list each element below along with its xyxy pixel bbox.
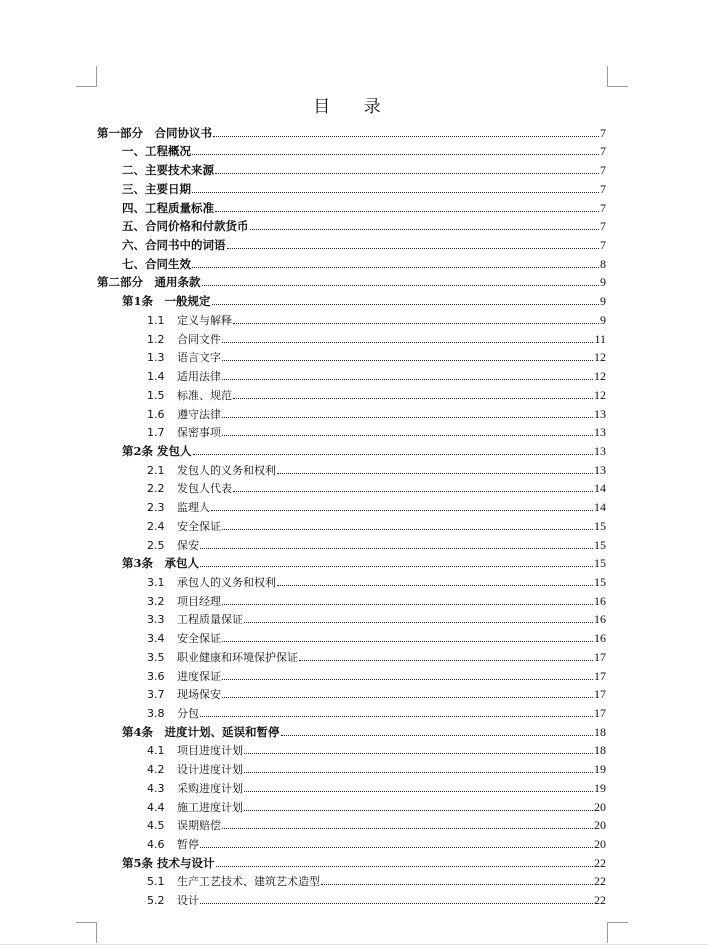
toc-entry[interactable] (97, 384, 606, 403)
toc-entry[interactable] (97, 796, 606, 815)
toc-entry[interactable] (97, 141, 606, 160)
toc-entry-number: 3.5 (147, 650, 165, 664)
toc-entry-text: 项目进度计划 (177, 744, 243, 758)
toc-dot-leader (227, 248, 600, 249)
toc-page-number: 12 (594, 387, 606, 402)
toc-dot-leader (193, 454, 593, 455)
toc-page-number: 22 (594, 874, 606, 889)
toc-entry-text: 安全保证 (177, 632, 221, 646)
toc-dot-leader (192, 192, 599, 193)
toc-page-number: 9 (600, 312, 606, 327)
toc-entry-number: 5.2 (147, 894, 165, 908)
toc-entry-label (147, 406, 221, 422)
toc-entry-text: 误期赔偿 (177, 819, 221, 833)
toc-entry-text: 设计进度计划 (177, 763, 243, 777)
toc-entry-number: 4.6 (147, 838, 165, 852)
toc-entry-label (147, 668, 221, 684)
toc-dot-leader (200, 903, 593, 904)
toc-entry-number: 2.1 (147, 463, 165, 477)
toc-page-number: 15 (594, 537, 606, 552)
toc-entry-number: 1.4 (147, 370, 165, 384)
toc-entry-text: 职业健康和环境保护保证 (177, 650, 298, 664)
toc-dot-leader (233, 398, 593, 399)
toc-dot-leader (222, 641, 593, 642)
toc-entry[interactable] (97, 122, 606, 141)
toc-entry[interactable] (97, 440, 606, 459)
toc-dot-leader (222, 417, 593, 418)
toc-entry-text: 承包人的义务和权利 (177, 575, 276, 589)
toc-entry-text: 进度保证 (177, 669, 221, 683)
toc-entry[interactable] (97, 347, 606, 366)
toc-entry[interactable] (97, 290, 606, 309)
toc-dot-leader (200, 716, 593, 717)
toc-page-number: 13 (594, 425, 606, 440)
toc-page-number: 20 (594, 837, 606, 852)
toc-entry[interactable] (97, 496, 606, 515)
toc-page-number: 14 (594, 500, 606, 515)
toc-page-number: 7 (600, 144, 606, 159)
toc-entry-number: 1.1 (147, 313, 165, 327)
toc-dot-leader (200, 548, 593, 549)
toc-page-number: 17 (594, 668, 606, 683)
toc-entry-number: 4.2 (147, 763, 165, 777)
toc-entry-label (147, 462, 276, 478)
toc-entry-text: 适用法律 (177, 370, 221, 384)
toc-entry-number: 2.4 (147, 519, 165, 533)
toc-entry-number: 4.4 (147, 800, 165, 814)
toc-page-number: 22 (594, 893, 606, 908)
toc-entry-text: 施工进度计划 (177, 800, 243, 814)
toc-entry[interactable] (97, 309, 606, 328)
toc-dot-leader (277, 585, 593, 586)
toc-entry-label: 第5条 技术与设计 (122, 855, 215, 870)
toc-dot-leader (192, 154, 599, 155)
toc-entry[interactable] (97, 197, 606, 216)
toc-page-number: 17 (594, 706, 606, 720)
toc-page-number: 14 (594, 481, 606, 496)
toc-dot-leader (244, 622, 593, 623)
toc-entry-number: 3.6 (147, 669, 165, 683)
toc-page-number: 17 (594, 649, 606, 664)
toc-page-number: 9 (600, 275, 606, 290)
toc-entry-text: 设计 (177, 894, 199, 908)
toc-entry-text: 保安 (177, 538, 199, 552)
toc-entry-label: 第1条 一般规定 (122, 294, 211, 309)
toc-page-number: 7 (600, 163, 606, 178)
toc-entry-label (147, 817, 221, 833)
toc-entry-text: 项目经理 (177, 594, 221, 608)
toc-entry-text: 发包人的义务和权利 (177, 463, 276, 477)
toc-entry-label (147, 312, 232, 328)
toc-entry-label (147, 649, 298, 665)
toc-page-number: 13 (594, 462, 606, 477)
toc-dot-leader (222, 435, 593, 436)
toc-dot-leader (222, 828, 593, 829)
toc-entry-label (147, 387, 232, 403)
toc-page-number: 18 (594, 724, 606, 739)
toc-page-number: 15 (594, 518, 606, 533)
toc-entry[interactable] (97, 515, 606, 534)
toc-entry-number: 4.3 (147, 781, 165, 795)
toc-title: 目 录 (313, 97, 395, 117)
toc-page-number: 17 (594, 687, 606, 702)
toc-entry-text: 标准、规范 (177, 388, 232, 402)
toc-page-number: 16 (594, 631, 606, 646)
toc-dot-leader (222, 360, 593, 361)
toc-dot-leader (192, 267, 599, 268)
toc-entry-text: 遵守法律 (177, 407, 221, 421)
toc-dot-leader (222, 604, 593, 605)
toc-dot-leader (222, 529, 593, 530)
toc-entry[interactable] (97, 234, 606, 253)
toc-entry-label: 七、合同生效 (122, 256, 191, 271)
toc-entry-number: 5.1 (147, 875, 165, 889)
toc-entry-label: 第二部分 通用条款 (97, 275, 201, 290)
toc-dot-leader (299, 660, 593, 661)
toc-dot-leader (222, 679, 593, 680)
toc-entry-label (147, 761, 243, 777)
toc-dot-leader (200, 566, 593, 567)
toc-dot-leader (250, 229, 600, 230)
toc-dot-leader (281, 735, 593, 736)
toc-entry-number: 1.7 (147, 426, 165, 440)
toc-entry-label (147, 349, 221, 365)
page-bottom-edge (0, 944, 708, 945)
toc-entry-text: 发包人代表 (177, 482, 232, 496)
toc-page-number: 20 (594, 818, 606, 833)
toc-entry[interactable] (97, 178, 606, 197)
toc-dot-leader (244, 810, 593, 811)
crop-mark-top-left (76, 66, 97, 87)
toc-entry-number: 2.2 (147, 482, 165, 496)
toc-page-number: 11 (594, 331, 606, 346)
toc-page-number: 20 (594, 799, 606, 814)
toc-page-number: 19 (594, 780, 606, 795)
toc-entry-label: 六、合同书中的词语 (122, 238, 226, 253)
toc-page-number: 8 (600, 256, 606, 271)
toc-entry[interactable] (97, 459, 606, 478)
toc-entry[interactable] (97, 571, 606, 590)
toc-dot-leader (233, 491, 593, 492)
toc-entry-number: 2.3 (147, 501, 165, 515)
toc-page-number: 15 (594, 556, 606, 571)
toc-page-number: 19 (594, 762, 606, 777)
toc-entry-label (147, 799, 243, 815)
toc-entry-label (147, 630, 221, 646)
toc-dot-leader (244, 772, 593, 773)
toc-page-number: 12 (594, 369, 606, 384)
toc-entry-number: 3.1 (147, 575, 165, 589)
toc-entry-label: 第3条 承包人 (122, 556, 200, 571)
toc-entry-label (147, 499, 210, 515)
toc-dot-leader (200, 847, 593, 848)
toc-dot-leader (215, 211, 599, 212)
toc-entry-text: 工程质量保证 (177, 613, 243, 627)
toc-entry[interactable] (97, 758, 606, 777)
toc-entry-label (147, 537, 199, 553)
toc-entry-number: 1.6 (147, 407, 165, 421)
toc-page-number: 22 (594, 855, 606, 870)
toc-page-number: 7 (600, 181, 606, 196)
toc-entry[interactable] (97, 534, 606, 553)
toc-dot-leader (222, 342, 593, 343)
toc-entry-label (147, 593, 221, 609)
toc-entry-label (147, 705, 199, 721)
toc-entry[interactable] (97, 365, 606, 384)
toc-entry[interactable] (97, 553, 606, 572)
toc-entry[interactable] (97, 627, 606, 646)
toc-entry[interactable] (97, 684, 606, 703)
toc-dot-leader (277, 473, 593, 474)
toc-entry-number: 3.8 (147, 707, 165, 720)
toc-entry-number: 1.2 (147, 332, 165, 346)
toc-entry-number: 4.1 (147, 744, 165, 758)
toc-entry-label (147, 742, 243, 758)
toc-page-number: 16 (594, 593, 606, 608)
toc-page-number: 18 (594, 743, 606, 758)
toc-entry-text: 采购进度计划 (177, 781, 243, 795)
toc-entry-label (147, 368, 221, 384)
toc-entry[interactable] (97, 740, 606, 759)
toc-entry-label (147, 574, 276, 590)
toc-entry-label: 四、工程质量标准 (122, 200, 214, 215)
toc-entry-label (147, 892, 199, 908)
crop-mark-bottom-right (607, 922, 628, 943)
toc-entry-number: 2.5 (147, 538, 165, 552)
toc-entry-number: 4.5 (147, 819, 165, 833)
toc-entry-text: 保密事项 (177, 426, 221, 440)
toc-page-number: 7 (600, 125, 606, 140)
toc-entry-label: 第4条 进度计划、延误和暂停 (122, 724, 280, 739)
crop-mark-bottom-left (76, 922, 97, 943)
toc-entry[interactable] (97, 328, 606, 347)
toc-dot-leader (215, 173, 599, 174)
toc-entry-number: 3.7 (147, 688, 165, 702)
toc-dot-leader (211, 510, 593, 511)
toc-entry[interactable] (97, 253, 606, 272)
toc-entry-label (147, 780, 243, 796)
toc-dot-leader (321, 884, 593, 885)
toc-entry-label (147, 611, 243, 627)
toc-entry[interactable] (97, 777, 606, 796)
toc-entry-number: 3.3 (147, 613, 165, 627)
toc-entry-text: 定义与解释 (177, 313, 232, 327)
toc-entry-label (147, 331, 221, 347)
toc-entry-text: 分包 (177, 707, 199, 720)
toc-entry-label: 三、主要日期 (122, 181, 191, 196)
toc-page-number: 7 (600, 200, 606, 215)
toc-entry[interactable] (97, 216, 606, 235)
toc-dot-leader (244, 753, 593, 754)
toc-entry-text: 生产工艺技术、建筑艺术造型 (177, 875, 320, 889)
toc-entry-number: 1.3 (147, 351, 165, 365)
toc-entry[interactable] (97, 590, 606, 609)
toc-entry[interactable] (97, 478, 606, 497)
toc-entry[interactable] (97, 721, 606, 740)
toc-entry[interactable] (97, 889, 606, 908)
toc-page-number: 16 (594, 612, 606, 627)
toc-entry-label (147, 873, 320, 889)
toc-entry-text: 合同文件 (177, 332, 221, 346)
toc-entry[interactable] (97, 852, 606, 871)
toc-dot-leader (233, 323, 599, 324)
toc-dot-leader (222, 379, 593, 380)
toc-entry-label (147, 686, 221, 702)
toc-page-number: 13 (594, 443, 606, 458)
toc-entry[interactable] (97, 665, 606, 684)
toc-entry-label: 二、主要技术来源 (122, 163, 214, 178)
toc-entry-text: 暂停 (177, 838, 199, 852)
toc-entry[interactable] (97, 702, 606, 721)
toc-dot-leader (216, 866, 593, 867)
table-of-contents (97, 122, 606, 908)
toc-page-number: 9 (600, 294, 606, 309)
toc-entry[interactable] (97, 403, 606, 422)
toc-entry-label (147, 518, 221, 534)
toc-entry[interactable] (97, 833, 606, 852)
toc-entry-number: 1.5 (147, 388, 165, 402)
toc-page-number: 12 (594, 350, 606, 365)
toc-entry-label: 第一部分 合同协议书 (97, 125, 212, 140)
toc-dot-leader (202, 285, 600, 286)
toc-entry[interactable] (97, 646, 606, 665)
toc-entry-label: 五、合同价格和付款货币 (122, 219, 249, 234)
toc-entry-label (147, 836, 199, 852)
toc-page-number: 13 (594, 406, 606, 421)
toc-entry-label: 一、工程概况 (122, 144, 191, 159)
toc-entry-label (147, 480, 232, 496)
toc-entry[interactable] (97, 609, 606, 628)
toc-dot-leader (244, 791, 593, 792)
toc-entry-text: 安全保证 (177, 519, 221, 533)
crop-mark-top-right (607, 66, 628, 87)
toc-entry-number: 3.4 (147, 632, 165, 646)
toc-entry-text: 监理人 (177, 501, 210, 515)
toc-entry[interactable] (97, 422, 606, 441)
toc-dot-leader (213, 136, 599, 137)
toc-page-number: 7 (600, 219, 606, 234)
toc-page-number: 15 (594, 574, 606, 589)
toc-entry-label (147, 424, 221, 440)
toc-dot-leader (222, 697, 593, 698)
toc-entry-text: 现场保安 (177, 688, 221, 702)
toc-entry-number: 3.2 (147, 594, 165, 608)
toc-entry-label: 第2条 发包人 (122, 443, 192, 458)
toc-dot-leader (212, 304, 599, 305)
toc-entry[interactable] (97, 871, 606, 890)
toc-entry[interactable] (97, 159, 606, 178)
toc-entry[interactable] (97, 272, 606, 291)
toc-page-number: 7 (600, 238, 606, 253)
toc-entry[interactable] (97, 815, 606, 834)
toc-entry-text: 语言文字 (177, 351, 221, 365)
